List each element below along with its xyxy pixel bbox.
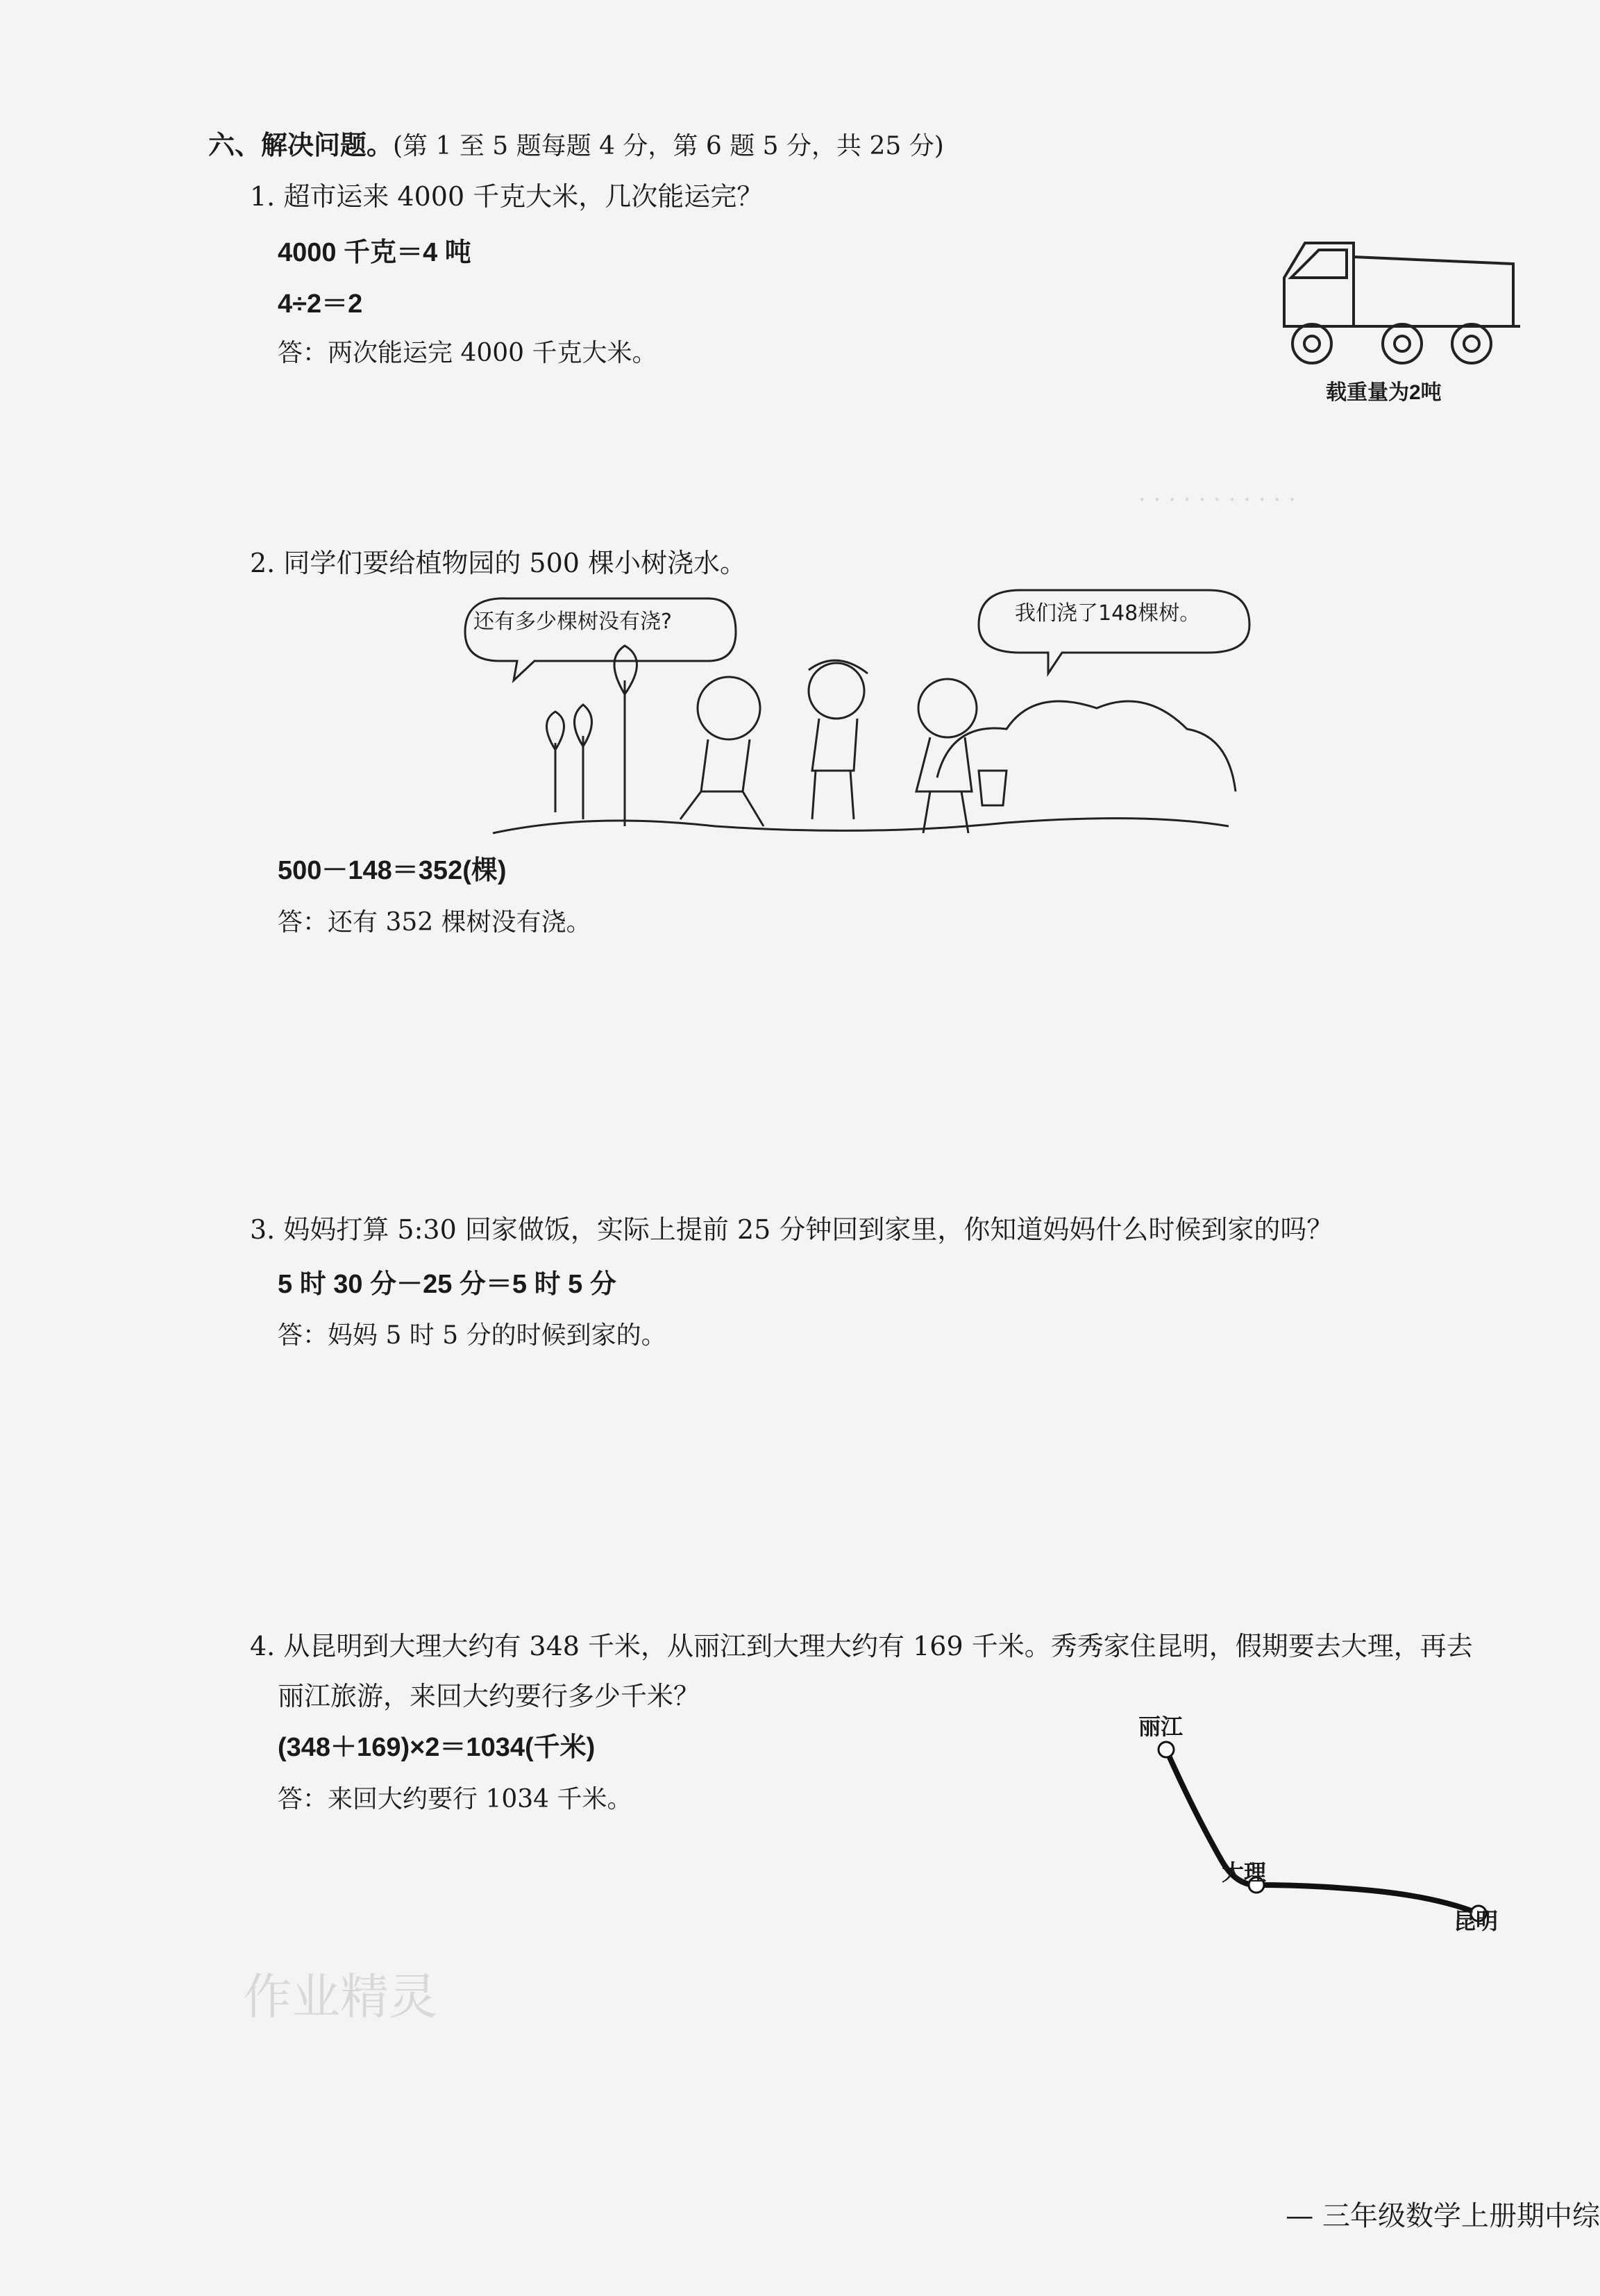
truck-caption: 载重量为2吨 <box>1326 381 1442 404</box>
q1-step2: 4÷2＝2 <box>278 290 363 319</box>
lijiang-point <box>1159 1742 1174 1757</box>
q4-answer: 答：来回大约要行 1034 千米。 <box>278 1785 632 1813</box>
section-title <box>208 124 944 162</box>
q4-question-line1: 4. 从昆明到大理大约有 348 千米，从丽江到大理大约有 169 千米。秀秀家住昆明，假期要去大理，再去 <box>250 1631 1473 1661</box>
q4-question-line2: 丽江旅游，来回大约要行多少千米？ <box>278 1681 700 1711</box>
route-map-icon <box>1152 1736 1513 1986</box>
page-footer: — 三年级数学上册期中综 <box>1286 2200 1600 2232</box>
section-heading: 六、解决问题。 <box>208 129 394 160</box>
q3-question: 3. 妈妈打算 5:30 回家做饭，实际上提前 25 分钟回到家里，你知道妈妈什么时候到家的吗？ <box>250 1214 1333 1245</box>
q2-question: 2. 同学们要给植物园的 500 棵小树浇水。 <box>250 548 747 578</box>
q1-step1: 4000 千克＝4 吨 <box>278 238 471 267</box>
q4-work: (348＋169)×2＝1034(千米) <box>278 1733 596 1762</box>
q1-answer: 答：两次能运完 4000 千克大米。 <box>278 339 657 367</box>
map-label-dali: 大理 <box>1222 1859 1267 1886</box>
watermark: 作业精灵 <box>243 1968 437 2025</box>
q1-question: 1. 超市运来 4000 千克大米，几次能运完？ <box>250 181 764 212</box>
q3-answer: 答：妈妈 5 时 5 分的时候到家的。 <box>278 1321 666 1350</box>
q2-work: 500－148＝352(棵) <box>278 856 507 885</box>
map-label-lijiang: 丽江 <box>1138 1713 1184 1740</box>
map-label-kunming: 昆明 <box>1454 1908 1499 1934</box>
bleed-through-marks: · · · · · · · · · · · <box>1138 486 1296 514</box>
section-scoring: (第 1 至 5 题每题 4 分，第 6 题 5 分，共 25 分) <box>393 132 944 160</box>
speech-bubble-right: 我们浇了148棵树。 <box>1015 601 1201 626</box>
speech-bubble-left: 还有多少棵树没有浇? <box>473 610 672 634</box>
q3-work: 5 时 30 分－25 分＝5 时 5 分 <box>278 1270 616 1299</box>
dump-truck-icon <box>1277 229 1527 375</box>
q2-answer: 答：还有 352 棵树没有浇。 <box>278 908 591 937</box>
